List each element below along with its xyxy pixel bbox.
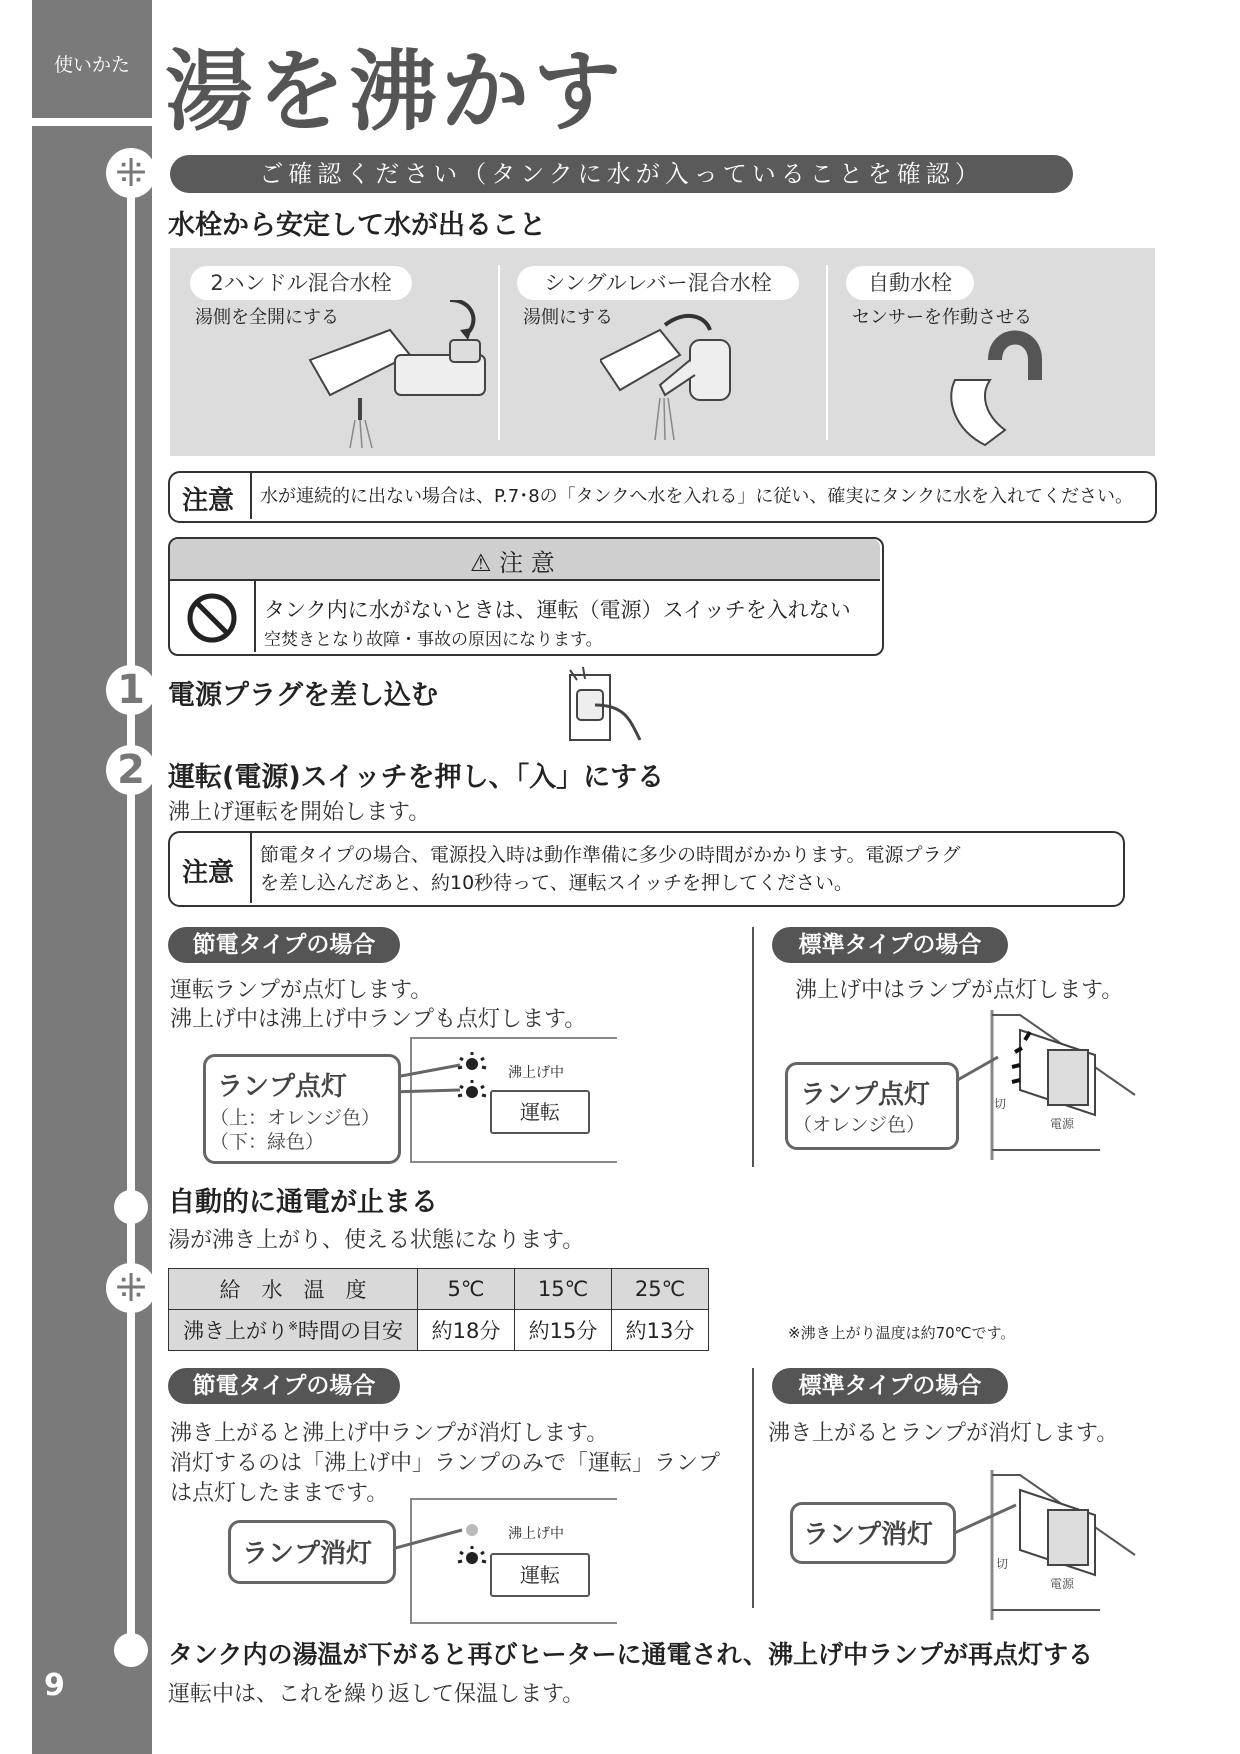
body-text: は点灯したままです。 — [170, 1481, 389, 1506]
step-number-1: 1 — [106, 665, 156, 715]
step2-heading: 運転(電源)スイッチを押し、「入」にする — [168, 762, 665, 793]
note-text: 節電タイプの場合、電源投入時は動作準備に多少の時間がかかります。電源プラグ — [260, 844, 961, 866]
switch-off-mark: 切 — [994, 1097, 1007, 1111]
footnote: ※沸き上がり温度は約70℃です。 — [788, 1324, 1016, 1342]
two-handle-faucet-illustration — [300, 300, 500, 450]
caution-sub: 空焚きとなり故障・事故の原因になります。 — [264, 630, 603, 650]
step-number-2: 2 — [106, 745, 156, 795]
table-cell: 約15分 — [515, 1310, 612, 1351]
callout-pointer — [388, 1525, 468, 1565]
faucet-instruction: 湯側にする — [523, 307, 613, 328]
step-timeline — [127, 160, 135, 1650]
faucet-instruction: 湯側を全開にする — [195, 307, 339, 328]
table-header: 5℃ — [418, 1269, 515, 1310]
faucet-instruction: センサーを作動させる — [852, 307, 1032, 328]
confirm-banner: ご確認ください（タンクに水が入っていることを確認） — [170, 155, 1073, 193]
table-cell: 約18分 — [418, 1310, 515, 1351]
boil-time-table — [168, 1268, 709, 1351]
page-number: 9 — [44, 1668, 65, 1703]
table-row — [169, 1310, 709, 1351]
switch-off-mark: 切 — [996, 1557, 1009, 1571]
table-header: 25℃ — [612, 1269, 709, 1310]
note-tag: 注意 — [182, 486, 235, 516]
step2-desc: 沸上げ運転を開始します。 — [168, 800, 431, 825]
body-text: 沸上げ中はランプが点灯します。 — [795, 978, 1124, 1003]
callout-title: ランプ消灯 — [242, 1539, 373, 1569]
table-header: 15℃ — [515, 1269, 612, 1310]
standard-type-pill: 標準タイプの場合 — [772, 1368, 1008, 1404]
callout-title: ランプ点灯 — [217, 1072, 348, 1102]
switch-label: 電源 — [1050, 1577, 1075, 1591]
final-desc: 運転中は、これを繰り返して保温します。 — [168, 1682, 585, 1707]
boiling-lamp-label: 沸上げ中 — [508, 1065, 564, 1081]
power-switch-illustration — [990, 1470, 1140, 1620]
energy-saving-type-pill: 節電タイプの場合 — [168, 927, 400, 963]
caution-main: タンク内に水がないときは、運転（電源）スイッチを入れない — [264, 598, 851, 622]
auto-stop-heading: 自動的に通電が止まる — [168, 1187, 438, 1218]
warning-icon: ⚠ — [470, 549, 492, 577]
note-text: を差し込んだあと、約10秒待って、運転スイッチを押してください。 — [260, 872, 854, 894]
callout-text: （オレンジ色） — [793, 1114, 926, 1136]
asterisk-icon: ⁜ — [106, 1263, 156, 1313]
power-plug-illustration — [565, 665, 645, 745]
body-text: 運転ランプが点灯します。 — [170, 978, 433, 1003]
callout-title: ランプ消灯 — [803, 1520, 934, 1550]
automatic-faucet-illustration — [935, 320, 1055, 450]
run-button: 運転 — [490, 1090, 590, 1134]
table-cell: 約13分 — [612, 1310, 709, 1351]
faucet-name: 2ハンドル混合水栓 — [190, 266, 412, 300]
callout-text: （下：緑色） — [210, 1131, 325, 1153]
final-heading: タンク内の湯温が下がると再びヒーターに通電され、沸上げ中ランプが再点灯する — [168, 1640, 1094, 1669]
section-tab: 使いかた — [53, 54, 130, 76]
asterisk-icon: ⁜ — [106, 148, 156, 198]
callout-pointer — [390, 1060, 465, 1110]
table-header: 給 水 温 度 — [169, 1269, 418, 1310]
auto-stop-desc: 湯が沸き上がり、使える状態になります。 — [168, 1228, 585, 1253]
body-text: 沸き上がるとランプが消灯します。 — [768, 1421, 1119, 1446]
caution-title: ⚠ 注 意 — [470, 549, 555, 577]
table-row — [169, 1269, 709, 1310]
energy-saving-type-pill: 節電タイプの場合 — [168, 1368, 400, 1404]
body-text: 沸き上がると沸上げ中ランプが消灯します。 — [170, 1421, 609, 1446]
confirm-heading: 水栓から安定して水が出ること — [168, 210, 546, 241]
callout-text: （上：オレンジ色） — [210, 1107, 381, 1129]
timeline-dot — [114, 1633, 148, 1667]
callout-pointer — [950, 1500, 1020, 1540]
note-tag: 注意 — [182, 858, 235, 888]
faucet-name: シングルレバー混合水栓 — [517, 266, 799, 300]
callout-title: ランプ点灯 — [800, 1080, 931, 1110]
standard-type-pill: 標準タイプの場合 — [772, 927, 1008, 963]
boiling-lamp-label: 沸上げ中 — [508, 1526, 564, 1542]
body-text: 沸上げ中は沸上げ中ランプも点灯します。 — [170, 1007, 587, 1032]
table-row-label: 沸き上がり※時間の目安 — [169, 1310, 418, 1351]
step1-heading: 電源プラグを差し込む — [168, 680, 438, 711]
faucet-name: 自動水栓 — [846, 266, 974, 300]
prohibited-icon — [186, 592, 238, 644]
single-lever-faucet-illustration — [600, 310, 750, 450]
page-title: 湯を沸かす — [165, 40, 626, 143]
body-text: 消灯するのは「沸上げ中」ランプのみで「運転」ランプ — [170, 1451, 721, 1476]
power-switch-illustration — [990, 1010, 1140, 1160]
note-text: 水が連続的に出ない場合は、P.7･8の「タンクへ水を入れる」に従い、確実にタンクに水を入れてください。 — [260, 486, 1133, 507]
timeline-dot — [114, 1190, 148, 1224]
switch-label: 電源 — [1050, 1117, 1075, 1131]
run-button: 運転 — [490, 1553, 590, 1597]
